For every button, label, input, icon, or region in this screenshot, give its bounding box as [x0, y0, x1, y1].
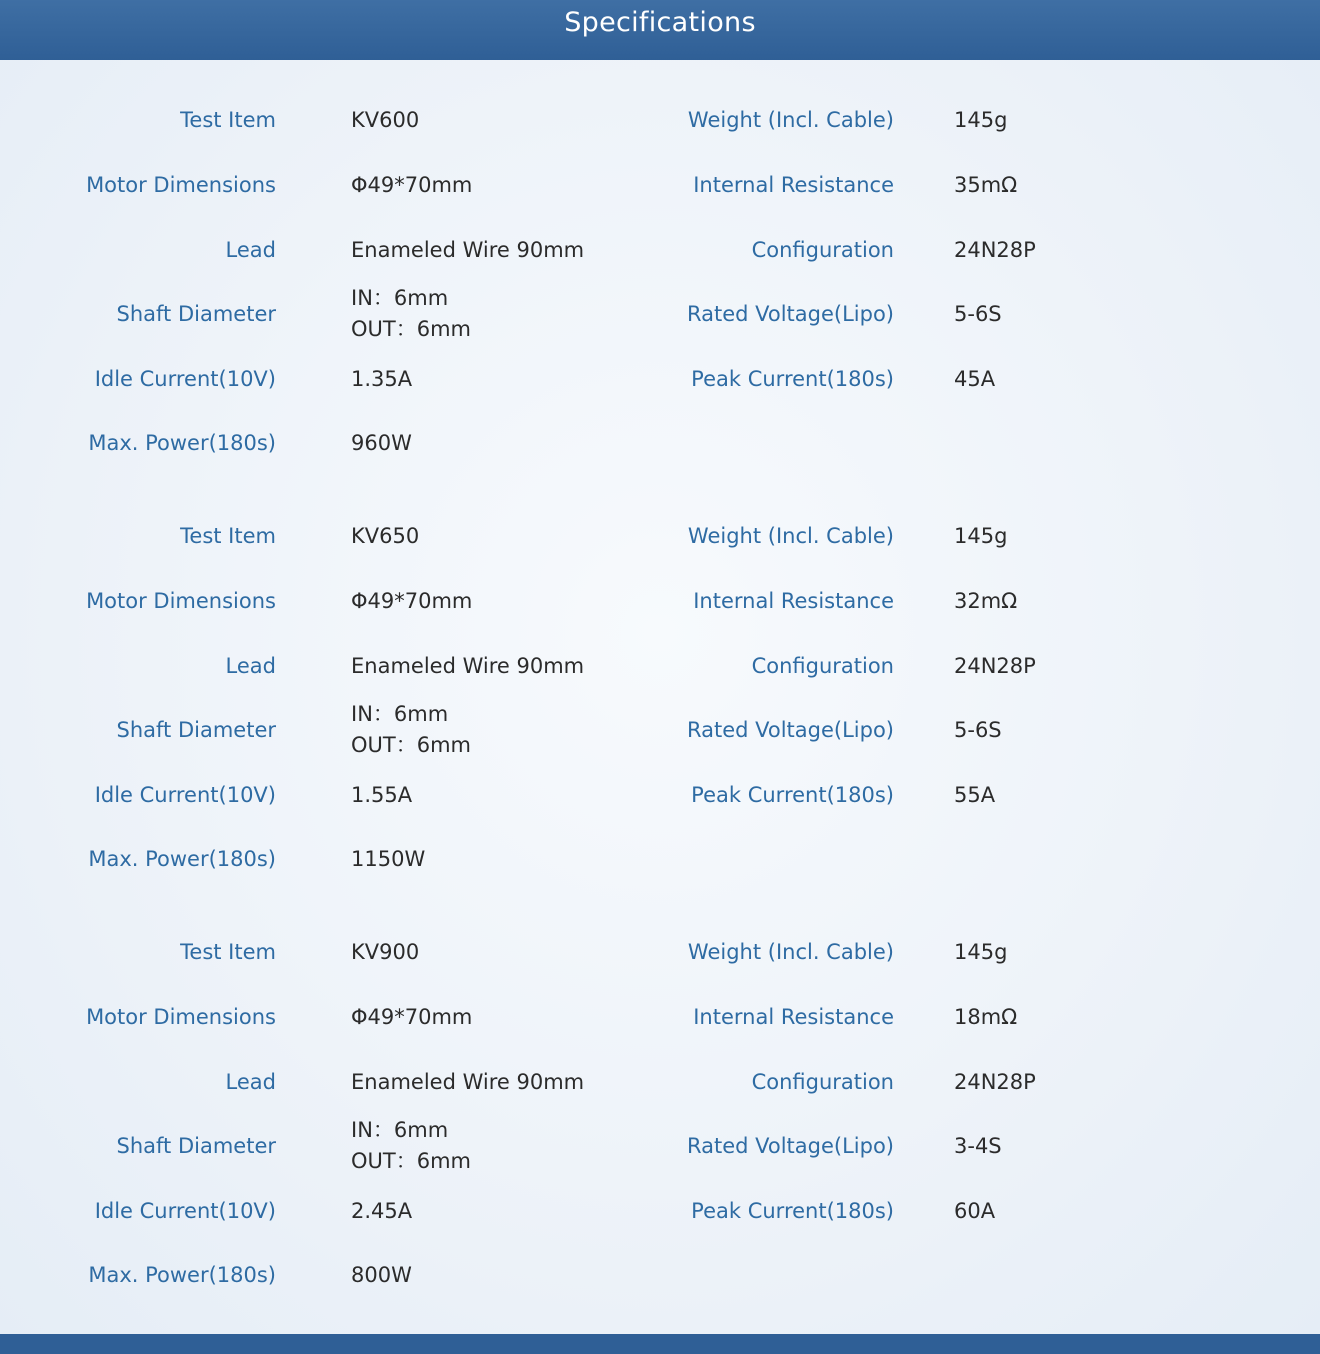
label-motor-dimensions: Motor Dimensions: [86, 589, 276, 613]
label-weight: Weight (Incl. Cable): [687, 108, 894, 132]
label-internal-resistance: Internal Resistance: [693, 173, 894, 197]
spec-row: [0, 282, 1320, 346]
spec-row: [0, 347, 1320, 411]
spec-content: [0, 60, 1320, 1334]
spec-row: [0, 1050, 1320, 1114]
value-lead: Enameled Wire 90mm: [351, 654, 585, 678]
value-rated-voltage: 5-6S: [954, 302, 1002, 326]
spec-row: [0, 1243, 1320, 1307]
value-rated-voltage: 3-4S: [954, 1134, 1002, 1158]
label-max-power: Max. Power(180s): [88, 431, 276, 455]
value-shaft-out: OUT：6mm: [351, 1149, 472, 1173]
label-test-item: Test Item: [180, 108, 276, 132]
label-lead: Lead: [225, 238, 276, 262]
spec-row: [0, 634, 1320, 698]
spec-row: [0, 569, 1320, 633]
label-motor-dimensions: Motor Dimensions: [86, 1005, 276, 1029]
label-idle-current: Idle Current(10V): [94, 367, 276, 391]
value-max-power: 960W: [351, 431, 412, 455]
value-peak-current: 60A: [954, 1199, 996, 1223]
value-shaft-in: IN：6mm: [351, 1118, 449, 1142]
spec-row: [0, 504, 1320, 568]
value-motor-dimensions: Φ49*70mm: [351, 1005, 473, 1029]
label-peak-current: Peak Current(180s): [691, 783, 894, 807]
value-idle-current: 1.35A: [351, 367, 413, 391]
value-shaft-out: OUT：6mm: [351, 317, 472, 341]
spec-row: [0, 985, 1320, 1049]
label-idle-current: Idle Current(10V): [94, 783, 276, 807]
spec-row: [0, 411, 1320, 475]
spec-row: [0, 763, 1320, 827]
label-internal-resistance: Internal Resistance: [693, 1005, 894, 1029]
value-internal-resistance: 32mΩ: [954, 589, 1018, 613]
spec-row: [0, 153, 1320, 217]
label-shaft-diameter: Shaft Diameter: [116, 1134, 276, 1158]
label-peak-current: Peak Current(180s): [691, 367, 894, 391]
value-internal-resistance: 18mΩ: [954, 1005, 1018, 1029]
spec-row: [0, 218, 1320, 282]
label-test-item: Test Item: [180, 524, 276, 548]
value-lead: Enameled Wire 90mm: [351, 238, 585, 262]
label-lead: Lead: [225, 654, 276, 678]
value-shaft-out: OUT：6mm: [351, 733, 472, 757]
value-max-power: 1150W: [351, 847, 426, 871]
value-rated-voltage: 5-6S: [954, 718, 1002, 742]
value-shaft-in: IN：6mm: [351, 286, 449, 310]
label-shaft-diameter: Shaft Diameter: [116, 302, 276, 326]
label-peak-current: Peak Current(180s): [691, 1199, 894, 1223]
value-lead: Enameled Wire 90mm: [351, 1070, 585, 1094]
value-shaft-diameter: [351, 698, 671, 762]
label-shaft-diameter: Shaft Diameter: [116, 718, 276, 742]
value-peak-current: 45A: [954, 367, 996, 391]
label-lead: Lead: [225, 1070, 276, 1094]
label-configuration: Configuration: [751, 1070, 894, 1094]
spec-row: [0, 698, 1320, 762]
value-configuration: 24N28P: [954, 238, 1036, 262]
page-title: Specifications: [564, 7, 756, 38]
value-configuration: 24N28P: [954, 1070, 1036, 1094]
value-peak-current: 55A: [954, 783, 996, 807]
value-shaft-in: IN：6mm: [351, 702, 449, 726]
label-configuration: Configuration: [751, 654, 894, 678]
page-footer-bar: [0, 1334, 1320, 1354]
value-weight: 145g: [954, 940, 1008, 964]
spec-row: [0, 1114, 1320, 1178]
label-rated-voltage: Rated Voltage(Lipo): [686, 718, 894, 742]
value-test-item: KV900: [351, 940, 420, 964]
value-motor-dimensions: Φ49*70mm: [351, 589, 473, 613]
label-rated-voltage: Rated Voltage(Lipo): [686, 302, 894, 326]
label-internal-resistance: Internal Resistance: [693, 589, 894, 613]
spec-row: [0, 1179, 1320, 1243]
label-test-item: Test Item: [180, 940, 276, 964]
value-weight: 145g: [954, 108, 1008, 132]
value-weight: 145g: [954, 524, 1008, 548]
spec-block-kv900: [0, 920, 1320, 1310]
value-motor-dimensions: Φ49*70mm: [351, 173, 473, 197]
value-internal-resistance: 35mΩ: [954, 173, 1018, 197]
spec-row: [0, 920, 1320, 984]
value-shaft-diameter: [351, 282, 671, 346]
label-max-power: Max. Power(180s): [88, 847, 276, 871]
label-weight: Weight (Incl. Cable): [687, 524, 894, 548]
label-weight: Weight (Incl. Cable): [687, 940, 894, 964]
value-max-power: 800W: [351, 1263, 412, 1287]
value-test-item: KV600: [351, 108, 420, 132]
value-idle-current: 1.55A: [351, 783, 413, 807]
label-idle-current: Idle Current(10V): [94, 1199, 276, 1223]
value-test-item: KV650: [351, 524, 420, 548]
spec-block-kv600: [0, 88, 1320, 478]
label-configuration: Configuration: [751, 238, 894, 262]
spec-row: [0, 88, 1320, 152]
label-rated-voltage: Rated Voltage(Lipo): [686, 1134, 894, 1158]
label-max-power: Max. Power(180s): [88, 1263, 276, 1287]
page-header: [0, 0, 1320, 60]
value-configuration: 24N28P: [954, 654, 1036, 678]
value-shaft-diameter: [351, 1114, 671, 1178]
spec-row: [0, 827, 1320, 891]
value-idle-current: 2.45A: [351, 1199, 413, 1223]
label-motor-dimensions: Motor Dimensions: [86, 173, 276, 197]
spec-block-kv650: [0, 504, 1320, 894]
